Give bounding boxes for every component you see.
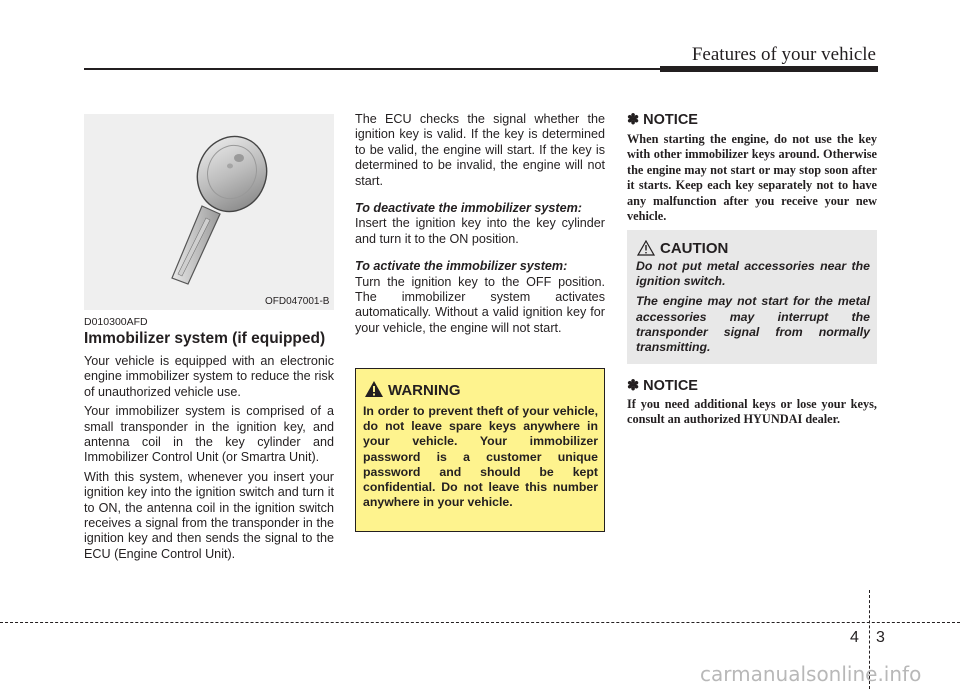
caution-text	[636, 259, 870, 360]
warning-triangle-icon	[364, 380, 384, 398]
section-body	[84, 354, 334, 566]
footer-rule	[0, 622, 960, 623]
figure-code: OFD047001-B	[265, 296, 330, 307]
activate-heading: To activate the immobilizer system:	[355, 259, 568, 274]
key-illustration	[84, 114, 334, 310]
notice-text-2: If you need additional keys or lose your keys, consult an authorized HYUNDAI dealer.	[627, 397, 877, 427]
page-number: 3	[876, 629, 885, 646]
ecu-intro: The ECU checks the signal whether the ignition key is valid. If the key is determined to be valid, the engine will start. If the key is determined to be invalid, the engine will not start.	[355, 112, 605, 188]
deactivate-heading: To deactivate the immobilizer system:	[355, 201, 582, 216]
chapter-number: 4	[850, 629, 859, 646]
caution-triangle-icon	[637, 240, 655, 256]
warning-title: WARNING	[388, 382, 461, 399]
watermark: carmanualsonline.info	[700, 662, 922, 686]
deactivate-text: Insert the ignition key into the key cylinder and turn it to the ON position.	[355, 216, 605, 246]
ignition-key-icon	[84, 114, 334, 310]
notice-heading: ✽ NOTICE	[627, 112, 698, 128]
paragraph: Your vehicle is equipped with an electronic engine immobilizer system to reduce the risk of unauthorized vehicle use.	[84, 354, 334, 399]
paragraph: With this system, whenever you insert your ignition key into the ignition switch and turn it to ON, the antenna coil in the ignition switch receives a signal from the transponder in the ignition key and then sends the signal to the ECU (Engine Control Unit).	[84, 469, 334, 561]
notice-text: When starting the engine, do not use the key with other immobilizer keys around. Otherwise the engine may not start or may stop soon after it starts. Keep each key separately not to have any malfunction after you receive your new vehicle.	[627, 132, 877, 224]
caution-line: The engine may not start for the metal accessories may interrupt the transponder signal from normally transmitting.	[636, 294, 870, 355]
warning-text: In order to prevent theft of your vehicle, do not leave spare keys anywhere in your vehicle. Your immobilizer password is a customer unique password and should be kept confidential. Do not leave this number anywhere in your vehicle.	[363, 404, 598, 510]
document-code: D010300AFD	[84, 316, 148, 328]
running-header: Features of your vehicle	[691, 44, 876, 65]
caution-title: CAUTION	[660, 240, 729, 257]
header-rule	[84, 68, 660, 70]
notice-heading-2: ✽ NOTICE	[627, 378, 698, 394]
section-heading: Immobilizer system (if equipped)	[84, 330, 326, 347]
ecu-text-column	[355, 112, 605, 336]
header-rule-thick	[660, 66, 878, 72]
paragraph: Your immobilizer system is comprised of a small transponder in the ignition key, and antenna coil in the key cylinder and Immobilizer Control Unit (or Smartra Unit).	[84, 404, 334, 465]
caution-line: Do not put metal accessories near the ignition switch.	[636, 259, 870, 289]
activate-text: Turn the ignition key to the OFF position. The immobilizer system activates automatically. Without a valid ignition key for your vehicle, the engine will not start.	[355, 274, 605, 335]
